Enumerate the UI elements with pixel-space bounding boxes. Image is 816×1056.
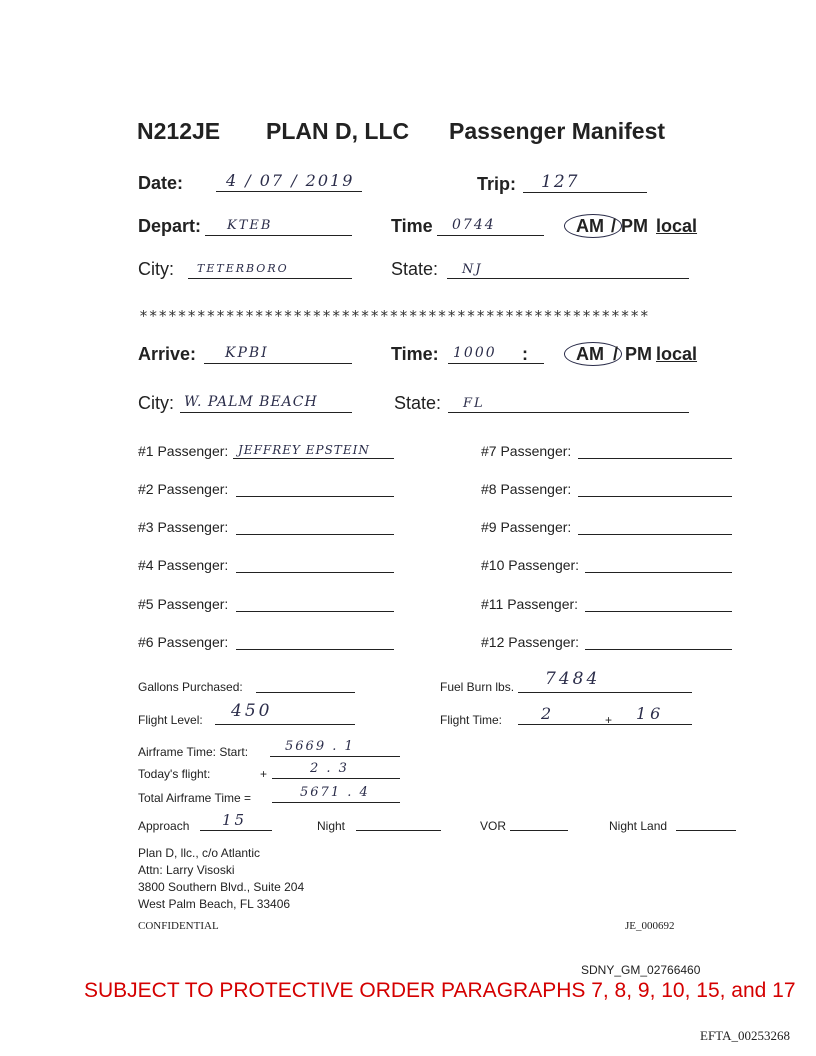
- night-line: [356, 830, 441, 831]
- depart-pm-option: PM: [621, 216, 648, 236]
- vor-line: [510, 830, 568, 831]
- airframe-start-value: 5669 . 1: [285, 739, 355, 754]
- passenger-label-12: #12 Passenger:: [481, 634, 580, 650]
- approach-line: [200, 830, 272, 831]
- date-label: Date:: [138, 173, 184, 193]
- efta-number: EFTA_00253268: [700, 1028, 790, 1043]
- flight-time-hours: 2: [541, 704, 554, 723]
- flight-time-minutes: 16: [636, 704, 665, 723]
- todays-flight-label: Today's flight:: [138, 767, 211, 781]
- separator-stars: *****************************************************: [139, 307, 650, 325]
- protective-order-notice: SUBJECT TO PROTECTIVE ORDER PARAGRAPHS 7, 8, 9, 10, 15, and 17: [84, 979, 796, 1002]
- total-airframe-label: Total Airframe Time =: [138, 791, 252, 805]
- flight-level-label: Flight Level:: [138, 713, 203, 727]
- gallons-label: Gallons Purchased:: [138, 680, 243, 694]
- todays-flight-plus: +: [260, 767, 268, 781]
- night-label: Night: [317, 819, 346, 833]
- trip-label: Trip:: [477, 174, 516, 194]
- date-line: [216, 191, 362, 192]
- fuel-burn-value: 7484: [545, 669, 601, 689]
- depart-state-line: [447, 278, 689, 279]
- sdny-bates-number: SDNY_GM_02766460: [581, 963, 701, 977]
- company-name: PLAN D, LLC: [266, 118, 410, 144]
- address-line-2: Attn: Larry Visoski: [138, 863, 235, 877]
- passenger-label-2: #2 Passenger:: [138, 481, 229, 497]
- night-land-label: Night Land: [609, 819, 668, 833]
- address-line-4: West Palm Beach, FL 33406: [138, 897, 291, 911]
- passenger-label-10: #10 Passenger:: [481, 557, 580, 573]
- arrive-state-label: State:: [394, 393, 442, 413]
- approach-label: Approach: [138, 819, 190, 833]
- tail-number: N212JE: [137, 118, 221, 144]
- depart-time-label: Time: [391, 216, 433, 236]
- address-line-1: Plan D, llc., c/o Atlantic: [138, 846, 261, 860]
- arrive-city-line: [180, 412, 352, 413]
- passenger-line-12: [585, 649, 732, 650]
- passenger-line-7: [578, 458, 732, 459]
- arrive-time-value: 1000: [453, 345, 497, 361]
- arrive-am-option: AM: [576, 344, 604, 364]
- flight-level-line: [215, 724, 355, 725]
- passenger-label-9: #9 Passenger:: [481, 519, 572, 535]
- depart-time-line: [437, 235, 544, 236]
- total-airframe-line: [272, 802, 400, 803]
- total-airframe-value: 5671 . 4: [300, 785, 370, 800]
- je-bates-number: JE_000692: [625, 920, 675, 932]
- vor-label: VOR: [480, 819, 507, 833]
- arrive-state-value: FL: [463, 396, 485, 411]
- passenger-line-10: [585, 572, 732, 573]
- depart-label: Depart:: [138, 216, 202, 236]
- airframe-start-line: [270, 756, 400, 757]
- todays-flight-line: [272, 778, 400, 779]
- arrive-label: Arrive:: [138, 344, 197, 364]
- passenger-line-4: [236, 572, 394, 573]
- passenger-line-2: [236, 496, 394, 497]
- page-title: Passenger Manifest: [449, 118, 666, 144]
- confidential-stamp: CONFIDENTIAL: [138, 920, 219, 932]
- trip-value: 127: [541, 172, 580, 192]
- arrive-state-line: [448, 412, 689, 413]
- passenger-line-3: [236, 534, 394, 535]
- arrive-value: KPBI: [225, 345, 269, 361]
- passenger-line-6: [236, 649, 394, 650]
- flight-level-value: 450: [231, 701, 273, 721]
- arrive-line: [204, 363, 352, 364]
- depart-value: KTEB: [227, 218, 273, 233]
- passenger-label-5: #5 Passenger:: [138, 596, 229, 612]
- fuel-burn-label: Fuel Burn lbs.: [440, 680, 515, 694]
- depart-line: [205, 235, 352, 236]
- arrive-pm-option: PM: [625, 344, 652, 364]
- trip-line: [523, 192, 647, 193]
- arrive-time-label: Time:: [391, 344, 439, 364]
- depart-city-line: [188, 278, 352, 279]
- depart-time-value: 0744: [452, 217, 496, 233]
- depart-state-label: State:: [391, 259, 439, 279]
- depart-city-value: TETERBORO: [197, 262, 289, 275]
- flight-time-plus: +: [605, 713, 613, 727]
- passenger-label-11: #11 Passenger:: [481, 596, 579, 612]
- passenger-value-1: JEFFREY EPSTEIN: [238, 443, 370, 457]
- night-land-line: [676, 830, 736, 831]
- arrive-city-label: City:: [138, 393, 174, 413]
- flight-time-label: Flight Time:: [440, 713, 503, 727]
- passenger-line-5: [236, 611, 394, 612]
- passenger-label-1: #1 Passenger:: [138, 443, 229, 459]
- passenger-label-6: #6 Passenger:: [138, 634, 229, 650]
- gallons-line: [256, 692, 355, 693]
- passenger-label-3: #3 Passenger:: [138, 519, 229, 535]
- depart-pm-slash: /: [611, 216, 617, 236]
- arrive-city-value: W. PALM BEACH: [184, 394, 318, 410]
- todays-flight-value: 2 . 3: [310, 761, 349, 776]
- depart-local-label: local: [656, 216, 698, 236]
- depart-am-option: AM: [576, 216, 604, 236]
- passenger-line-9: [578, 534, 732, 535]
- fuel-burn-line: [518, 692, 692, 693]
- passenger-line-1: [233, 458, 394, 459]
- airframe-start-label: Airframe Time: Start:: [138, 745, 249, 759]
- passenger-line-8: [578, 496, 732, 497]
- passenger-label-8: #8 Passenger:: [481, 481, 572, 497]
- date-value: 4 / 07 / 2019: [226, 171, 355, 190]
- arrive-time-line: [448, 363, 544, 364]
- arrive-pm-slash: /: [613, 344, 619, 364]
- arrive-time-colon: :: [522, 344, 528, 364]
- depart-state-value: NJ: [462, 262, 483, 277]
- passenger-label-7: #7 Passenger:: [481, 443, 572, 459]
- address-line-3: 3800 Southern Blvd., Suite 204: [138, 880, 305, 894]
- passenger-label-4: #4 Passenger:: [138, 557, 229, 573]
- passenger-line-11: [585, 611, 732, 612]
- arrive-local-label: local: [656, 344, 698, 364]
- depart-city-label: City:: [138, 259, 174, 279]
- approach-value: 15: [222, 811, 248, 829]
